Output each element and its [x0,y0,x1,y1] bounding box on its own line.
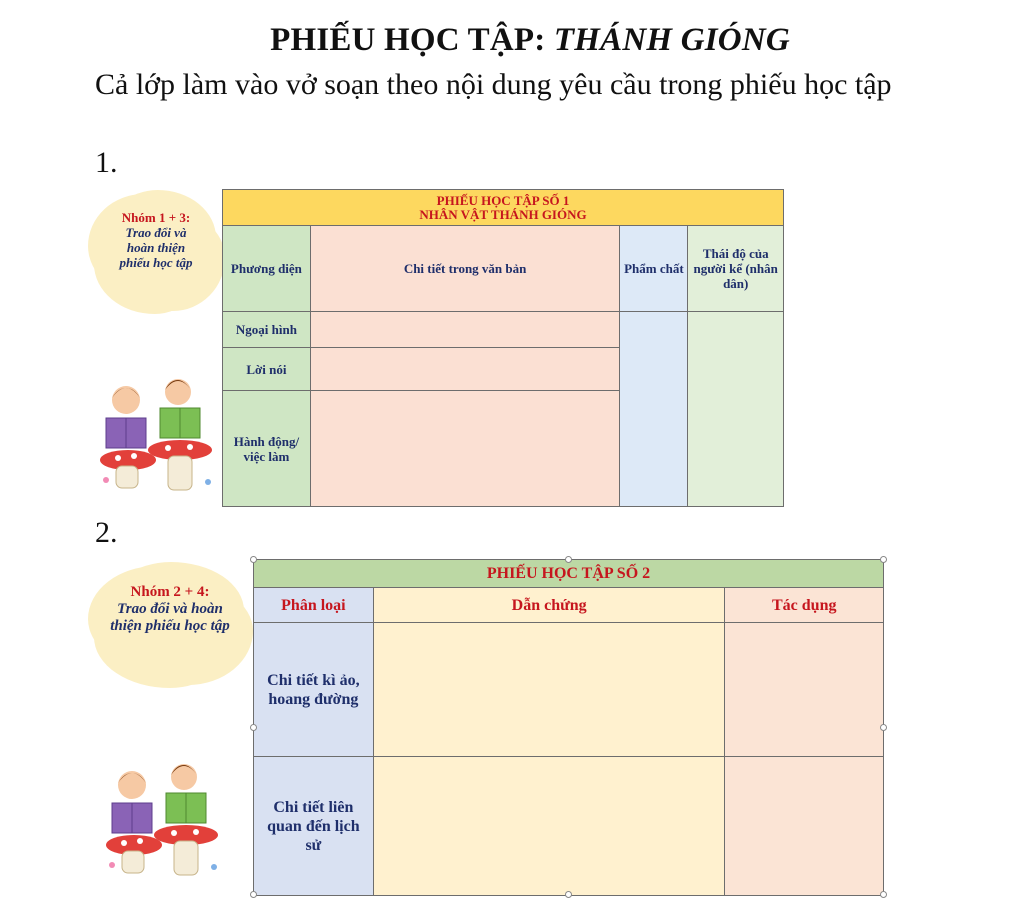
col-effect-header: Tác dụng [725,588,884,623]
resize-handle[interactable] [880,724,887,731]
resize-handle[interactable] [250,556,257,563]
reading-kids-illustration [98,755,228,885]
row-label: Hành động/ việc làm [223,391,311,507]
resize-handle[interactable] [565,556,572,563]
detail-cell[interactable] [310,348,620,391]
table2-title: PHIẾU HỌC TẬP SỐ 2 [254,560,884,588]
section-number-1: 1. [95,146,118,179]
intro-text: Cả lớp làm vào vở soạn theo nội dung yêu cầu trong phiếu học tập [95,68,892,101]
page-title: PHIẾU HỌC TẬP: THÁNH GIÓNG [270,22,790,58]
resize-handle[interactable] [880,556,887,563]
reading-kids-illustration [98,370,216,500]
row-label: Lời nói [223,348,311,391]
col-aspect-header: Phương diện [223,226,311,312]
row-label: Ngoại hình [223,312,311,348]
resize-handle[interactable] [250,891,257,898]
detail-cell[interactable] [310,312,620,348]
effect-cell[interactable] [725,757,884,896]
resize-handle[interactable] [880,891,887,898]
table1-title: PHIẾU HỌC TẬP SỐ 1 NHÂN VẬT THÁNH GIÓNG [223,190,784,226]
effect-cell[interactable] [725,623,884,757]
group-task: Trao đổi và hoàn thiện phiếu học tập [110,601,230,634]
detail-cell[interactable] [310,391,620,507]
group-label: Nhóm 2 + 4: [130,584,210,600]
row-label: Chi tiết liên quan đến lịch sử [254,757,374,896]
col-detail-header: Chi tiết trong văn bản [310,226,620,312]
row-label: Chi tiết kì ảo, hoang đường [254,623,374,757]
group-label: Nhóm 1 + 3: [121,210,191,225]
group-cloud-1 [96,198,216,306]
worksheet-table-2 [253,559,884,896]
col-quality-header: Phẩm chất [620,226,688,312]
evidence-cell[interactable] [373,757,725,896]
col-evidence-header: Dẫn chứng [373,588,725,623]
worksheet-table-1 [222,189,784,507]
resize-handle[interactable] [565,891,572,898]
story-name: THÁNH GIÓNG [553,22,790,58]
section-number-2: 2. [95,516,118,549]
evidence-cell[interactable] [373,623,725,757]
resize-handle[interactable] [250,724,257,731]
quality-cell[interactable] [620,312,688,507]
group-cloud-2 [96,570,244,680]
attitude-cell[interactable] [688,312,784,507]
group-task: Trao đổi và hoàn thiện phiếu học tập [119,225,193,270]
col-type-header: Phân loại [254,588,374,623]
col-attitude-header: Thái độ của người kể (nhân dân) [688,226,784,312]
